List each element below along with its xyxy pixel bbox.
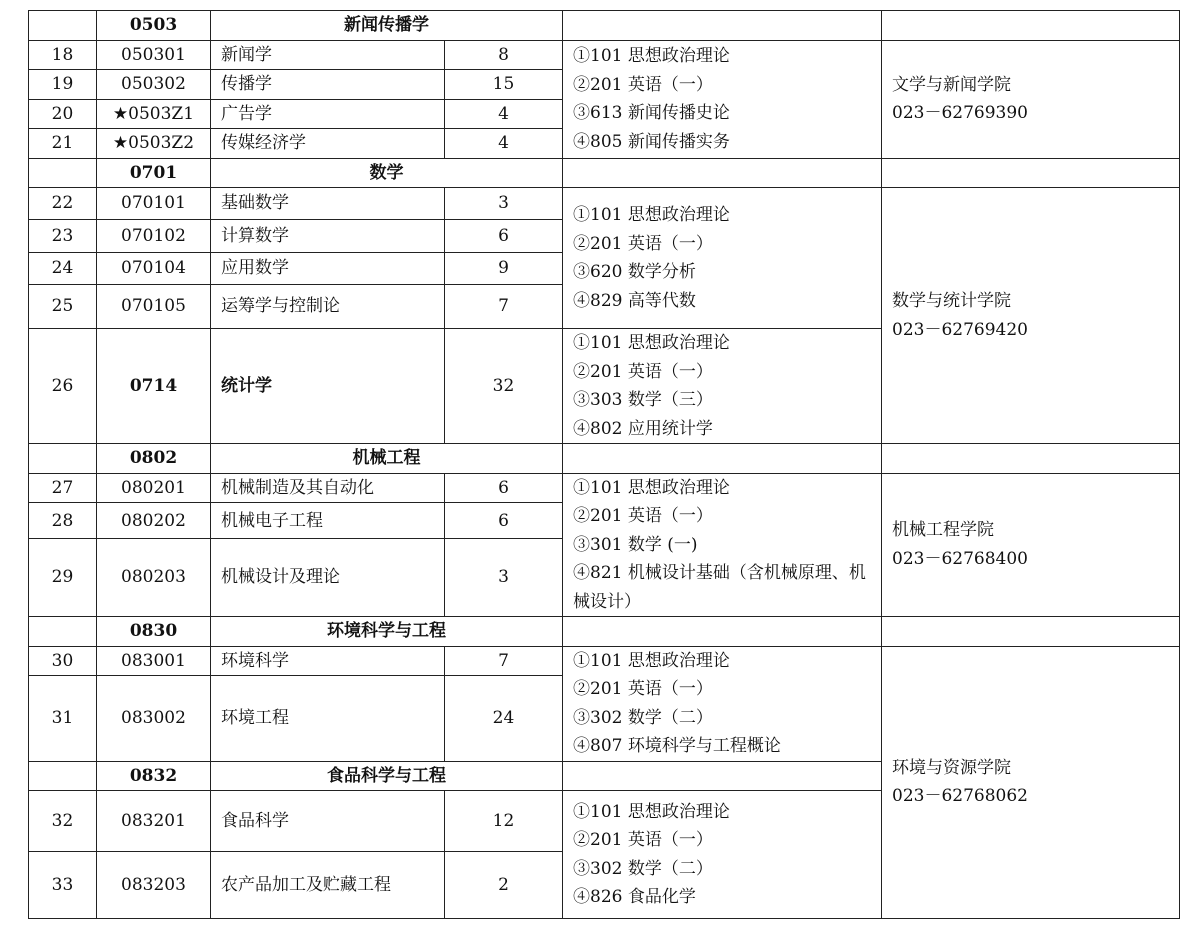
subject-item: ①101 思想政治理论 [573, 333, 730, 353]
major-name: 食品科学 [211, 791, 445, 852]
enrollment-count: 24 [445, 676, 563, 761]
major-code: 083203 [97, 852, 211, 919]
major-name: 应用数学 [211, 253, 445, 285]
row-number: 26 [29, 329, 97, 444]
subject-item: ②201 英语（一） [573, 679, 713, 699]
enrollment-count: 15 [445, 70, 563, 100]
row-number: 19 [29, 70, 97, 100]
subject-item: ④821 机械设计基础（含机械原理、机械设计） [573, 563, 866, 612]
subject-item: ④826 食品化学 [573, 887, 696, 907]
row-number: 30 [29, 646, 97, 676]
enrollment-count: 32 [445, 329, 563, 444]
college-name: 数学与统计学院 [892, 291, 1011, 311]
group-code: 0832 [97, 761, 211, 791]
group-header-row [29, 11, 1180, 41]
subject-item: ③303 数学（三） [573, 390, 713, 410]
subject-item: ③302 数学（二） [573, 858, 713, 879]
college-phone: 023－62769390 [892, 103, 1028, 123]
subject-item: ②201 英语（一） [573, 506, 713, 526]
major-code: 080203 [97, 539, 211, 617]
major-code: 080201 [97, 473, 211, 503]
college-phone: 023－62769420 [892, 319, 1028, 340]
subject-item: ②201 英语（一） [573, 830, 713, 850]
row-number: 32 [29, 791, 97, 852]
major-name: 传媒经济学 [211, 129, 445, 159]
subject-item: ①101 思想政治理论 [573, 650, 730, 671]
major-code: 070101 [97, 188, 211, 220]
major-code: 0714 [97, 329, 211, 444]
college-name: 环境与资源学院 [892, 757, 1011, 778]
group-name: 数学 [211, 158, 563, 188]
enrollment-count: 7 [445, 285, 563, 329]
group-code: 0802 [97, 444, 211, 474]
major-name: 环境科学 [211, 646, 445, 676]
empty-cell [882, 617, 1180, 647]
major-code: ★0503Z1 [97, 99, 211, 129]
subject-item: ①101 思想政治理论 [573, 801, 730, 822]
major-name: 基础数学 [211, 188, 445, 220]
major-code: 083002 [97, 676, 211, 761]
major-name: 新闻学 [211, 40, 445, 70]
enrollment-count: 6 [445, 503, 563, 539]
enrollment-count: 8 [445, 40, 563, 70]
major-name: 运筹学与控制论 [211, 285, 445, 329]
subject-item: ③302 数学（二） [573, 707, 713, 728]
exam-subjects [563, 329, 882, 444]
subject-item: ①101 思想政治理论 [573, 46, 730, 66]
enrollment-count: 4 [445, 129, 563, 159]
major-code: ★0503Z2 [97, 129, 211, 159]
subject-item: ②201 英语（一） [573, 233, 713, 254]
college-info [882, 188, 1180, 444]
college-name: 文学与新闻学院 [892, 74, 1011, 95]
subject-item: ④807 环境科学与工程概论 [573, 736, 781, 756]
row-number: 22 [29, 188, 97, 220]
enrollment-count: 9 [445, 253, 563, 285]
major-code: 083201 [97, 791, 211, 852]
college-name: 机械工程学院 [892, 520, 994, 541]
row-number: 33 [29, 852, 97, 919]
enrollment-count: 2 [445, 852, 563, 919]
group-header-row [29, 444, 1180, 474]
college-info [882, 473, 1180, 617]
major-code: 050302 [97, 70, 211, 100]
college-phone: 023－62768400 [892, 548, 1028, 569]
row-number: 28 [29, 503, 97, 539]
group-name: 新闻传播学 [211, 11, 563, 41]
major-code: 070102 [97, 220, 211, 253]
enrollment-count: 6 [445, 220, 563, 253]
exam-subjects [563, 473, 882, 617]
subject-item: ②201 英语（一） [573, 74, 713, 95]
group-code: 0503 [97, 11, 211, 41]
major-name: 机械电子工程 [211, 503, 445, 539]
college-info [882, 646, 1180, 919]
row-number: 21 [29, 129, 97, 159]
empty-cell [29, 444, 97, 474]
major-name: 统计学 [211, 329, 445, 444]
college-info [882, 40, 1180, 158]
table-row [29, 188, 1180, 220]
exam-subjects [563, 188, 882, 329]
row-number: 29 [29, 539, 97, 617]
exam-subjects [563, 40, 882, 158]
enrollment-count: 4 [445, 99, 563, 129]
table-row [29, 40, 1180, 70]
empty-cell [29, 761, 97, 791]
empty-cell [882, 11, 1180, 41]
enrollment-count: 12 [445, 791, 563, 852]
subject-item: ①101 思想政治理论 [573, 205, 730, 225]
exam-subjects [563, 791, 882, 919]
major-code: 070105 [97, 285, 211, 329]
empty-cell [563, 11, 882, 41]
empty-cell [29, 158, 97, 188]
row-number: 18 [29, 40, 97, 70]
enrollment-count: 7 [445, 646, 563, 676]
major-code: 080202 [97, 503, 211, 539]
major-code: 070104 [97, 253, 211, 285]
subject-item: ①101 思想政治理论 [573, 477, 730, 498]
subject-item: ③613 新闻传播史论 [573, 103, 730, 123]
major-name: 机械制造及其自动化 [211, 473, 445, 503]
row-number: 25 [29, 285, 97, 329]
empty-cell [29, 617, 97, 647]
group-code: 0830 [97, 617, 211, 647]
empty-cell [882, 158, 1180, 188]
table-row [29, 646, 1180, 676]
enrollment-count: 3 [445, 539, 563, 617]
major-name: 农产品加工及贮藏工程 [211, 852, 445, 919]
group-name: 环境科学与工程 [211, 617, 563, 647]
subject-item: ③301 数学 (一) [573, 534, 698, 555]
subject-item: ④802 应用统计学 [573, 418, 713, 439]
subject-item: ④829 高等代数 [573, 290, 696, 311]
group-name: 机械工程 [211, 444, 563, 474]
major-name: 计算数学 [211, 220, 445, 253]
exam-subjects [563, 646, 882, 761]
major-code: 050301 [97, 40, 211, 70]
major-name: 机械设计及理论 [211, 539, 445, 617]
group-code: 0701 [97, 158, 211, 188]
subject-item: ④805 新闻传播实务 [573, 131, 730, 152]
group-header-row [29, 158, 1180, 188]
empty-cell [563, 444, 882, 474]
row-number: 20 [29, 99, 97, 129]
group-header-row [29, 617, 1180, 647]
row-number: 24 [29, 253, 97, 285]
subject-item: ②201 英语（一） [573, 361, 713, 382]
empty-cell [29, 11, 97, 41]
row-number: 23 [29, 220, 97, 253]
empty-cell [563, 761, 882, 791]
empty-cell [882, 444, 1180, 474]
empty-cell [563, 158, 882, 188]
empty-cell [563, 617, 882, 647]
major-name: 广告学 [211, 99, 445, 129]
row-number: 27 [29, 473, 97, 503]
subject-item: ③620 数学分析 [573, 262, 696, 282]
enrollment-count: 3 [445, 188, 563, 220]
major-name: 环境工程 [211, 676, 445, 761]
enrollment-count: 6 [445, 473, 563, 503]
major-name: 传播学 [211, 70, 445, 100]
major-code: 083001 [97, 646, 211, 676]
college-phone: 023－62768062 [892, 786, 1028, 807]
group-name: 食品科学与工程 [211, 761, 563, 791]
table-row [29, 473, 1180, 503]
admissions-table [28, 10, 1180, 919]
row-number: 31 [29, 676, 97, 761]
